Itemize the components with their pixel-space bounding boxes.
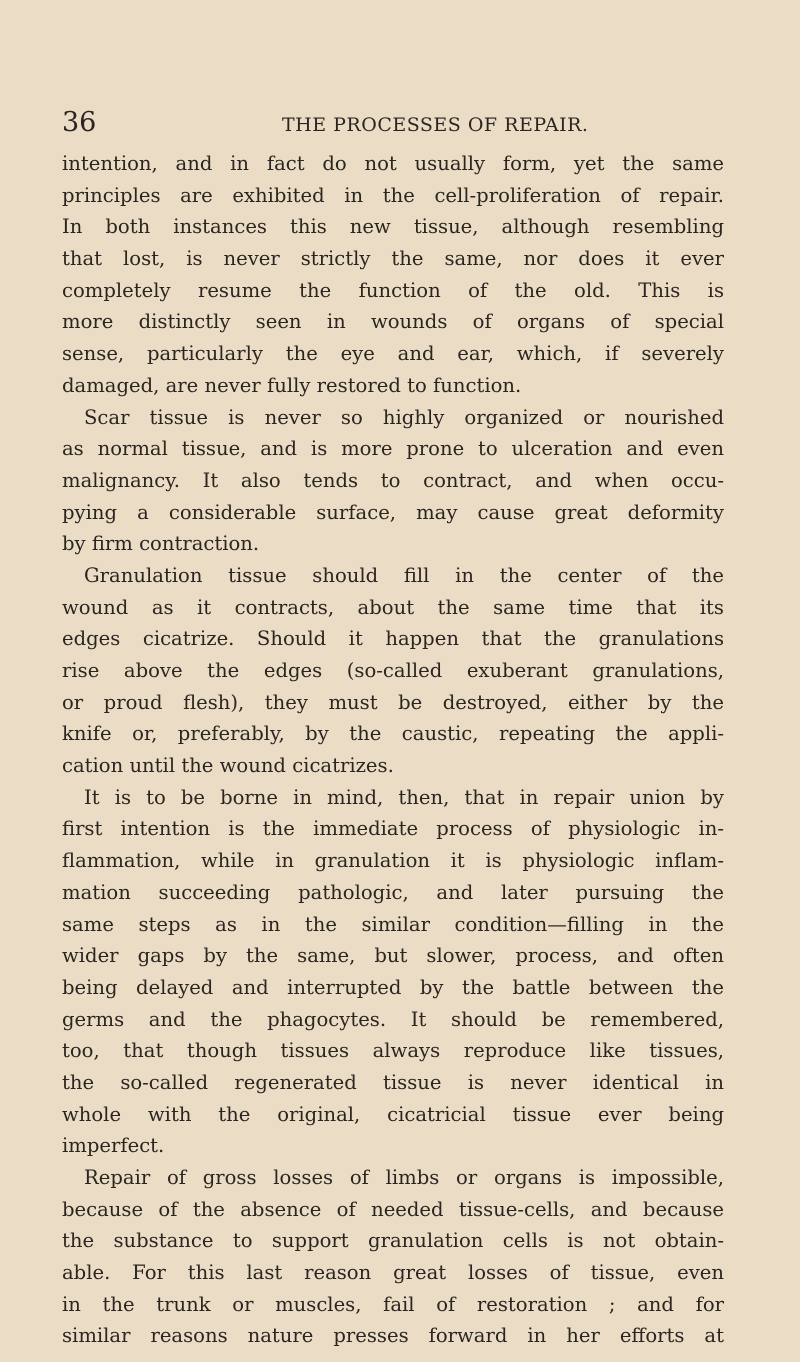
running-head — [62, 106, 722, 142]
text-line: Scar tissue is never so highly organized or nourished — [84, 405, 724, 429]
text-line: or proud flesh), they must be destroyed, either by the — [62, 690, 724, 714]
paragraph — [62, 1162, 724, 1352]
text-line: as normal tissue, and is more prone to ulceration and even — [62, 437, 724, 461]
text-line: that lost, is never strictly the same, nor does it ever — [62, 247, 724, 271]
text-line: because of the absence of needed tissue-cells, and because — [62, 1197, 724, 1221]
text-line: the so-called regenerated tissue is never identical in — [62, 1070, 724, 1094]
text-line: similar reasons nature presses forward in her efforts at — [62, 1324, 724, 1348]
text-line: In both instances this new tissue, although resembling — [62, 215, 724, 239]
text-line: able. For this last reason great losses of tissue, even — [62, 1261, 724, 1285]
text-line: completely resume the function of the old. This is — [62, 278, 724, 302]
text-line: the substance to support granulation cells is not obtain- — [62, 1229, 724, 1253]
text-line: whole with the original, cicatricial tissue ever being — [62, 1102, 724, 1126]
text-line: wider gaps by the same, but slower, process, and often — [62, 944, 724, 968]
text-line: germs and the phagocytes. It should be remembered, — [62, 1007, 724, 1031]
text-line: same steps as in the similar condition—filling in the — [62, 912, 724, 936]
text-line: cation until the wound cicatrizes. — [62, 754, 394, 778]
text-line: first intention is the immediate process of physiologic in- — [62, 817, 724, 841]
text-line: intention, and in fact do not usually form, yet the same — [62, 152, 724, 175]
text-line: Repair of gross losses of limbs or organs is impossible, — [84, 1166, 724, 1189]
paragraph — [62, 402, 724, 560]
text-line: wound as it contracts, about the same time that its — [62, 595, 724, 619]
text-line: principles are exhibited in the cell-proliferation of repair. — [62, 183, 724, 207]
text-line: Granulation tissue should fill in the center of the — [84, 563, 724, 587]
text-line: damaged, are never fully restored to function. — [62, 373, 522, 397]
text-line: pying a considerable surface, may cause great deformity — [62, 500, 724, 524]
text-line: knife or, preferably, by the caustic, repeating the appli- — [62, 722, 724, 746]
paragraph — [62, 782, 724, 1162]
text-line: being delayed and interrupted by the battle between the — [62, 975, 724, 999]
text-line: too, that though tissues always reproduce like tissues, — [62, 1039, 724, 1063]
running-title: THE PROCESSES OF REPAIR. — [282, 114, 589, 136]
paragraph — [62, 560, 724, 782]
text-line: more distinctly seen in wounds of organs of special — [62, 310, 724, 334]
page-number: 36 — [62, 107, 97, 138]
text-line: by firm contraction. — [62, 532, 260, 556]
text-line: mation succeeding pathologic, and later pursuing the — [62, 880, 724, 904]
text-line: It is to be borne in mind, then, that in repair union by — [84, 785, 724, 809]
text-line: edges cicatrize. Should it happen that the granulations — [62, 627, 724, 651]
text-line: flammation, while in granulation it is physiologic inflam- — [62, 849, 724, 873]
text-line: sense, particularly the eye and ear, which, if severely — [62, 342, 724, 366]
paragraph — [62, 148, 724, 402]
text-line: rise above the edges (so-called exuberant granulations, — [62, 659, 724, 682]
text-line: imperfect. — [62, 1134, 165, 1158]
text-line: malignancy. It also tends to contract, and when occu- — [62, 468, 724, 492]
text-line: in the trunk or muscles, fail of restoration ; and for — [62, 1292, 724, 1316]
body-text — [62, 148, 724, 1352]
